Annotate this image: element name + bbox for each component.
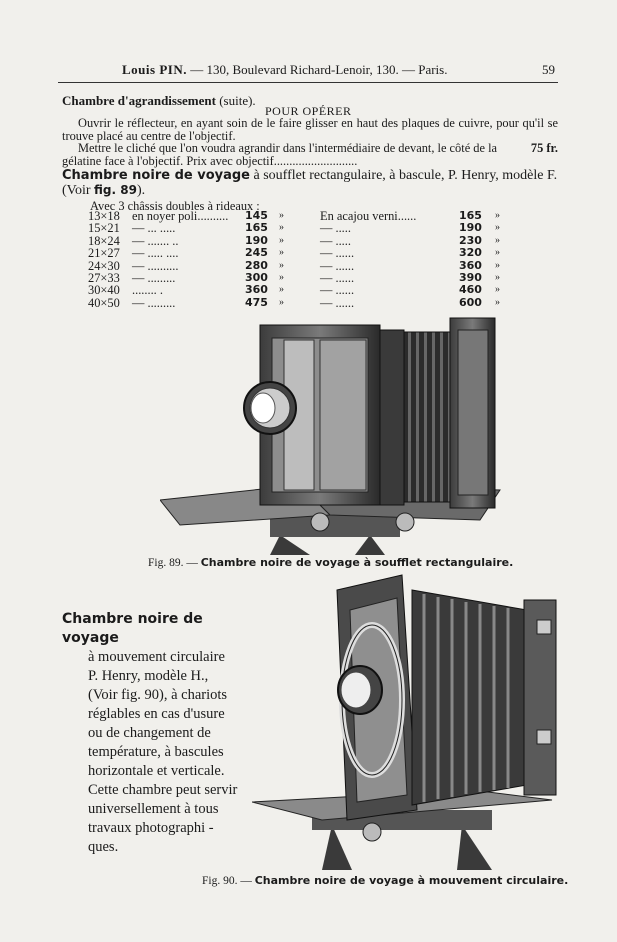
header-rule <box>58 82 558 83</box>
price-mahogany-label: — ..... <box>320 221 351 236</box>
section2-title-rest: à soufflet rectangulaire, à bascule, P. Henry, modèle F. (Voir <box>62 168 558 198</box>
price-row <box>88 222 500 234</box>
price-mahogany-label: — ..... <box>320 233 351 248</box>
camera-illustration-fig90 <box>252 570 562 870</box>
price-size: 27×33 <box>88 271 120 286</box>
price-mahogany-unit: » <box>495 234 500 246</box>
price-size: 30×40 <box>88 283 120 298</box>
price-walnut: 245 <box>245 246 268 260</box>
section2-title-end: ). <box>136 183 146 198</box>
paragraph-cliche-text: Mettre le cliché que l'on voudra agrandir dans l'intermédiaire de devant, le côté de la gélatine face à l'objectif. Prix avec objectif........................... <box>62 141 498 168</box>
price-walnut: 475 <box>245 295 268 309</box>
price-walnut-label: — .......... <box>132 258 179 273</box>
price-walnut: 280 <box>245 258 268 272</box>
caption-fig89-prefix: Fig. 89. — <box>148 557 201 569</box>
price-size: 18×24 <box>88 233 120 248</box>
camera-illustration-fig89 <box>160 310 505 555</box>
price-walnut-unit: » <box>279 284 284 296</box>
page-number: 59 <box>542 62 555 77</box>
price-walnut-unit: » <box>279 259 284 271</box>
price-size: 13×18 <box>88 209 120 223</box>
price-objectif: 75 fr. <box>530 141 558 155</box>
section3-line: horizontale et verticale. <box>88 763 225 779</box>
price-mahogany-label: En acajou verni...... <box>320 209 417 223</box>
section3-line: à mouvement circulaire <box>88 649 225 665</box>
price-walnut-label: — ......... <box>132 271 176 286</box>
price-mahogany: 600 <box>459 295 482 309</box>
price-walnut-unit: » <box>279 247 284 259</box>
price-walnut: 190 <box>245 233 268 247</box>
price-mahogany: 190 <box>459 221 482 235</box>
price-mahogany-unit: » <box>495 272 500 284</box>
price-walnut-unit: » <box>279 296 284 308</box>
section3-line: Cette chambre peut servir <box>88 782 238 798</box>
price-walnut-unit: » <box>279 272 284 284</box>
price-size: 24×30 <box>88 258 120 273</box>
price-walnut-label: — ..... .... <box>132 246 179 261</box>
price-walnut-label: ........ . <box>132 283 163 298</box>
price-mahogany-unit: » <box>495 222 500 234</box>
caption-fig90-prefix: Fig. 90. — <box>202 875 255 887</box>
section3-line: ou de changement de <box>88 725 211 741</box>
price-walnut-label: — ... ..... <box>132 221 176 236</box>
price-mahogany-unit: » <box>495 284 500 296</box>
price-mahogany-unit: » <box>495 210 500 221</box>
caption-fig90-text: Chambre noire de voyage à mouvement circulaire. <box>254 874 569 887</box>
price-table-body <box>88 210 500 309</box>
caption-fig89-text: Chambre noire de voyage à soufflet rectangulaire. <box>200 556 514 569</box>
price-mahogany: 360 <box>459 258 482 272</box>
subheading-pour-operer: POUR OPÉRER <box>265 104 352 118</box>
page-header <box>60 60 555 80</box>
price-walnut: 145 <box>245 209 268 222</box>
paragraph-cliche <box>62 142 558 167</box>
section-title-main: Chambre d'agrandissement <box>62 93 216 108</box>
price-size: 15×21 <box>88 221 120 236</box>
header-address: — 130, Boulevard Richard-Lenoir, 130. — Paris. <box>186 62 448 77</box>
section2-title-bold: Chambre noire de voyage <box>62 168 250 183</box>
price-table <box>88 210 500 309</box>
price-mahogany-label: — ...... <box>320 246 355 261</box>
section3-line: réglables en cas d'usure <box>88 706 225 722</box>
price-mahogany-label: — ...... <box>320 295 355 310</box>
caption-fig89 <box>148 556 513 569</box>
price-mahogany-label: — ...... <box>320 283 355 298</box>
section3-line: P. Henry, modèle H., <box>88 668 209 684</box>
price-mahogany-unit: » <box>495 296 500 308</box>
section3-title: Chambre noire de voyage <box>62 611 203 646</box>
price-mahogany: 230 <box>459 233 482 247</box>
caption-fig90 <box>202 874 568 887</box>
price-mahogany: 390 <box>459 271 482 285</box>
price-mahogany: 165 <box>459 209 482 222</box>
section3-line: (Voir fig. 90), à chariots <box>88 687 228 703</box>
section3-line: ques. <box>88 839 119 855</box>
price-walnut-label: — ....... .. <box>132 233 179 248</box>
paragraph-reflecteur: Ouvrir le réflecteur, en ayant soin de le faire glisser en haut des plaques de cuivre, pour qu'il se trouve placé au centre de l'objectif. <box>62 116 558 143</box>
price-size: 40×50 <box>88 295 120 310</box>
price-row <box>88 284 500 296</box>
price-mahogany: 320 <box>459 246 482 260</box>
price-walnut-unit: » <box>279 222 284 234</box>
section-title-voyage-f <box>62 168 558 198</box>
price-walnut-unit: » <box>279 210 284 221</box>
price-mahogany: 460 <box>459 283 482 297</box>
price-mahogany-label: — ...... <box>320 258 355 273</box>
price-walnut: 300 <box>245 271 268 285</box>
price-walnut: 165 <box>245 221 268 235</box>
price-mahogany-label: — ...... <box>320 271 355 286</box>
price-row <box>88 297 500 309</box>
price-walnut-label: — ......... <box>132 295 176 310</box>
section3-line: universellement à tous <box>88 801 219 817</box>
price-row <box>88 247 500 259</box>
price-mahogany-unit: » <box>495 247 500 259</box>
header-text <box>122 62 447 78</box>
price-walnut-label: en noyer poli.......... <box>132 209 229 223</box>
section-title-agrandissement <box>62 93 256 109</box>
price-mahogany-unit: » <box>495 259 500 271</box>
price-size: 21×27 <box>88 246 120 261</box>
section2-fig-ref: fig. 89 <box>94 183 137 197</box>
section3-line: température, à bascules <box>88 744 224 760</box>
header-author: Louis PIN. <box>122 62 187 77</box>
price-walnut-unit: » <box>279 234 284 246</box>
price-walnut: 360 <box>245 283 268 297</box>
section3-line: travaux photographi - <box>88 820 214 836</box>
chassis-note: Avec 3 châssis doubles à rideaux : <box>90 199 260 213</box>
section3-text <box>62 610 252 857</box>
section-title-suffix: (suite). <box>215 93 256 108</box>
